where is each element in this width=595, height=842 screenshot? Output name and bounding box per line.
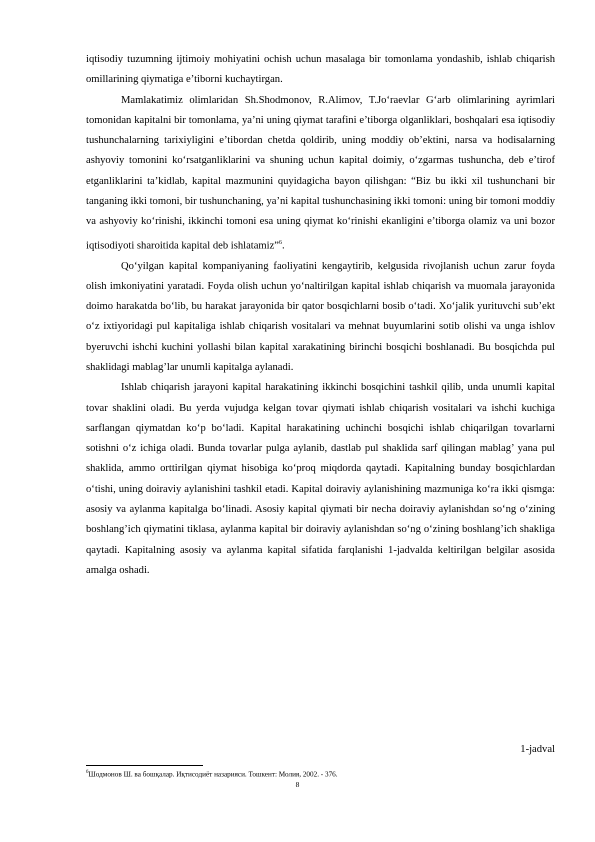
paragraph-3: Qo‘yilgan kapital kompaniyaning faoliyatini kengaytirib, kelgusida rivojlanish uchun zarur foyda olish imkoniyatini yaratadi. Foyda olish uchun yo‘naltirilgan kapital ishlab chiqarish va muomala jarayonida doimo harakatda bo‘lib, bu harakat jarayonida bir qator bosqichlarni bosib o‘tadi. Xo‘jalik yurituvchi sub’ekt o‘z ixtiyoridagi pul kapitaliga ishlab chiqarish vositalari va mehnat buyumlarini sotib olishi va unga ishlov byeruvchi ishchi kuchini yollashi bilan kapital xarakatining birinchi bosqichi boshlanadi. Bu bosqichda pul shaklidagi mablag’lar unumli kapitalga aylanadi. — [86, 260, 555, 373]
page-body — [86, 50, 555, 581]
paragraph-2-text: Mamlakatimiz olimlaridan Sh.Shodmonov, R.Alimov, T.Jo‘raevlar G‘arb olimlarining ayrimlari tomonidan kapitalni bir tomonlama, ya’ni uning qiymat tarafini e’tiborga olganliklari, boshqalari esa iqtisodiy tushunchalarning tarixiyligini e’tibordan chetda qoldirib, uning moddiy ob’ektini, narsa va hodisalarning ashyoviy tomonini ko‘rsatganliklarini va shuning uchun kapital doimiy, o‘zgarmas tushuncha, deb e’tirof etganliklarini ta’kidlab, kapital mazmunini quyidagicha bayon qilishgan: “Biz bu ikki xil tushunchani bir tanganing ikki tomoni, bir tushunchaning, ya’ni kapital tushunchasining ikki tomoni: uning bir tomoni moddiy va ashyoviy ko‘rinishi, ikkinchi tomoni esa uning qiymat ko‘rinishi ekanligini e’tiborga olamiz va uni bozor iqtisodiyoti sharoitida kapital deb ishlatamiz” — [86, 94, 555, 252]
footnote — [86, 768, 338, 779]
footnote-reference[interactable]: 6 — [279, 239, 282, 246]
page-number: 8 — [295, 780, 300, 789]
paragraph-2-end: . — [282, 240, 285, 252]
paragraph-4: Ishlab chiqarish jarayoni kapital harakatining ikkinchi bosqichini tashkil qilib, unda unumli kapital tovar shaklini oladi. Bu yerda vujudga kelgan tovar qiymati ishlab chiqarish vositalari va ishchi kuchiga sarflangan qiymatdan ko‘p bo‘ladi. Kapital harakatining uchinchi bosqichi ishlab chiqarilgan tovarlarni sotishni o‘z ichiga oladi. Bunda tovarlar pulga aylanib, dastlab pul shaklida sarf qilingan mablag’ yana pul shaklida, ammo orttirilgan qiymat hisobiga ko‘proq miqdorda qaytadi. Kapitalning bunday bosqichlardan o‘tishi, uning doiraviy aylanishini tashkil etadi. Kapital doiraviy aylanishining mazmuniga ko‘ra ikki qismga: asosiy va aylanma kapitalga bo‘linadi. Asosiy kapital qiymati bir necha doiraviy aylanishdan so‘ng o‘zining boshlang’ich qiymatini tiklasa, aylanma kapital bir doiraviy aylanishdan so‘ng o‘zining boshlang’ich shakliga qaytadi. Kapitalning asosiy va aylanma kapital sifatida farqlanishi 1-jadvalda keltirilgan belgilar asosida amalga oshadi. — [86, 382, 555, 576]
footnote-mark: 6 — [86, 770, 89, 775]
footnote-divider — [86, 765, 203, 766]
paragraph-2 — [86, 91, 555, 257]
table-caption: 1-jadval — [520, 744, 555, 755]
footnote-text: Шодмонов Ш. ва бошқалар. Иқтисодиёт назарияси. Тошкент: Молия, 2002. - 376. — [88, 770, 338, 779]
paragraph-1: iqtisodiy tuzumning ijtimoiy mohiyatini ochish uchun masalaga bir tomonlama yondashib, ishlab chiqarish omillarining qiymatiga e’tiborni kuchaytirgan. — [86, 54, 555, 86]
